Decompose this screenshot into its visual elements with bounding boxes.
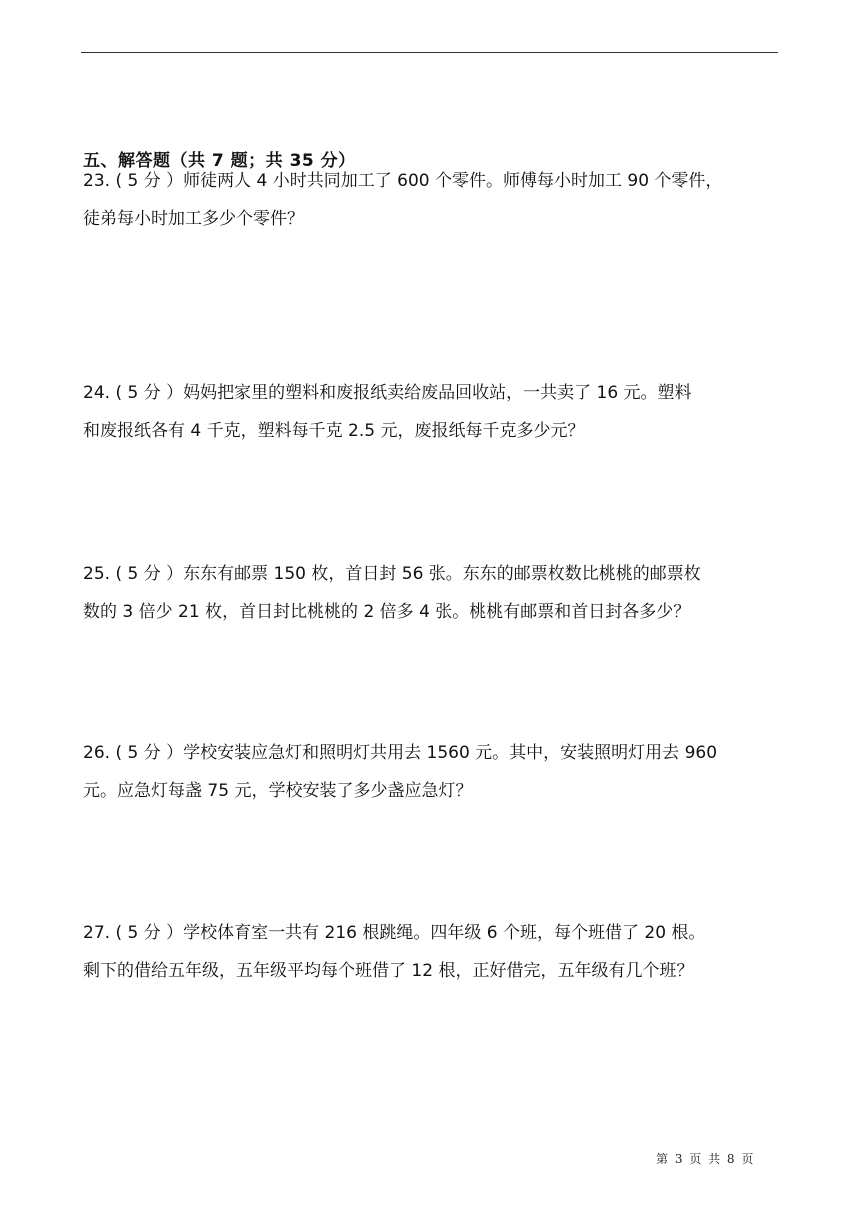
question-24 xyxy=(83,374,783,450)
question-line: 和废报纸各有 4 千克，塑料每千克 2.5 元，废报纸每千克多少元？ xyxy=(83,421,585,441)
question-line: 23. ( 5 分 ）师徒两人 4 小时共同加工了 600 个零件。师傅每小时加工 90 个零件， xyxy=(83,171,723,191)
section-title: 五、解答题（共 7 题；共 35 分） xyxy=(83,151,356,171)
question-line: 元。应急灯每盏 75 元，学校安装了多少盏应急灯？ xyxy=(83,781,473,801)
question-line: 25. ( 5 分 ）东东有邮票 150 枚，首日封 56 张。东东的邮票枚数比桃桃的邮票枚 xyxy=(83,564,701,584)
question-line: 数的 3 倍少 21 枚，首日封比桃桃的 2 倍多 4 张。桃桃有邮票和首日封各多少？ xyxy=(83,602,691,622)
question-line: 徒弟每小时加工多少个零件？ xyxy=(83,209,304,229)
question-line: 26. ( 5 分 ）学校安装应急灯和照明灯共用去 1560 元。其中，安装照明灯用去 960 xyxy=(83,743,718,763)
question-27 xyxy=(83,914,783,990)
question-line: 24. ( 5 分 ）妈妈把家里的塑料和废报纸卖给废品回收站，一共卖了 16 元。塑料 xyxy=(83,383,692,403)
question-25 xyxy=(83,555,783,631)
question-line: 27. ( 5 分 ）学校体育室一共有 216 根跳绳。四年级 6 个班，每个班借了 20 根。 xyxy=(83,923,706,943)
question-26 xyxy=(83,734,783,810)
question-line: 剩下的借给五年级，五年级平均每个班借了 12 根，正好借完，五年级有几个班？ xyxy=(83,961,694,981)
page-number: 第 3 页 共 8 页 xyxy=(656,1152,754,1166)
question-23 xyxy=(83,162,783,238)
header-rule xyxy=(81,52,778,53)
